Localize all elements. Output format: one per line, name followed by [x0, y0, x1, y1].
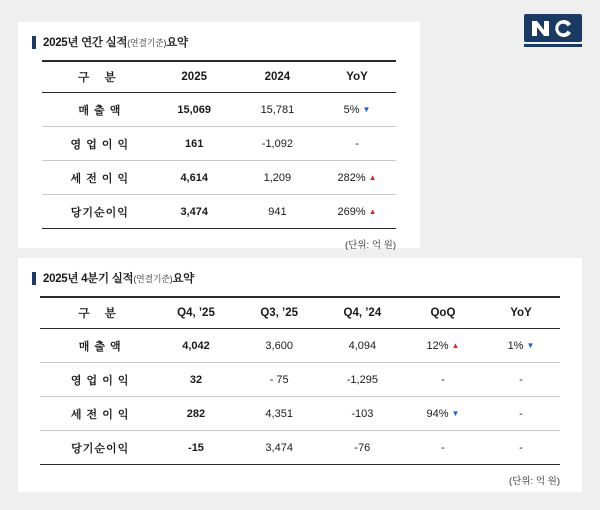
- annual-row-0-2024: 15,781: [237, 93, 318, 127]
- annual-row-2-yoy-value: 282%: [337, 171, 366, 184]
- quarterly-row-3-yoy: -: [482, 431, 560, 465]
- quarterly-row-0-qoq: [404, 329, 482, 363]
- quarterly-card-title: [18, 258, 582, 286]
- quarterly-col-q325: Q3, ’25: [238, 297, 321, 329]
- quarterly-row-2-q424: -103: [321, 397, 404, 431]
- quarterly-row-1-q325: - 75: [238, 363, 321, 397]
- annual-row-1-yoy: -: [318, 127, 396, 161]
- annual-row-2-2024: 1,209: [237, 161, 318, 195]
- arrow-down-icon: ▼: [362, 104, 371, 114]
- annual-row-2-2025: 4,614: [152, 161, 237, 195]
- quarterly-row-label-2: 세 전 이 익: [40, 397, 154, 431]
- table-row: [42, 195, 396, 229]
- table-row: [40, 397, 560, 431]
- quarterly-row-label-1: 영 업 이 익: [40, 363, 154, 397]
- table-row: [40, 431, 560, 465]
- quarterly-row-1-yoy: -: [482, 363, 560, 397]
- nc-logo: [524, 14, 582, 50]
- quarterly-row-label-0: 매 출 액: [40, 329, 154, 363]
- quarterly-row-2-qoq: [404, 397, 482, 431]
- arrow-down-icon: ▼: [451, 408, 460, 418]
- arrow-up-icon: ▲: [368, 206, 377, 216]
- quarterly-row-3-q424: -76: [321, 431, 404, 465]
- arrow-up-icon: ▲: [368, 172, 377, 182]
- quarterly-summary-card: [18, 258, 582, 492]
- quarterly-col-q425: Q4, ’25: [154, 297, 237, 329]
- quarterly-col-yoy: YoY: [482, 297, 560, 329]
- quarterly-row-3-q325: 3,474: [238, 431, 321, 465]
- quarterly-row-label-3: 당기순이익: [40, 431, 154, 465]
- annual-col-division: 구 분: [42, 61, 152, 93]
- title-accent-bar: [32, 272, 36, 285]
- annual-table-header-row: [42, 61, 396, 93]
- annual-row-1-2024: -1,092: [237, 127, 318, 161]
- table-row: [42, 93, 396, 127]
- annual-unit-note: (단위: 억 원): [345, 240, 396, 251]
- quarterly-col-qoq: QoQ: [404, 297, 482, 329]
- quarterly-col-division: 구 분: [40, 297, 154, 329]
- quarterly-row-3-q425: -15: [154, 431, 237, 465]
- annual-title-sub: (연결기준): [127, 37, 167, 48]
- quarterly-row-0-yoy-value: 1%: [507, 339, 524, 352]
- arrow-up-icon: ▲: [451, 340, 460, 350]
- quarterly-title-tail: 요약: [172, 273, 194, 285]
- quarterly-row-0-q325: 3,600: [238, 329, 321, 363]
- annual-col-2024: 2024: [237, 61, 318, 93]
- quarterly-row-1-qoq: -: [404, 363, 482, 397]
- quarterly-row-2-qoq-value: 94%: [426, 407, 449, 420]
- annual-row-2-yoy: [318, 161, 396, 195]
- annual-row-3-yoy: [318, 195, 396, 229]
- annual-row-label-3: 당기순이익: [42, 195, 152, 229]
- quarterly-row-0-qoq-value: 12%: [426, 339, 449, 352]
- quarterly-row-2-q425: 282: [154, 397, 237, 431]
- quarterly-row-1-q425: 32: [154, 363, 237, 397]
- table-row: [42, 127, 396, 161]
- quarterly-table: [40, 296, 560, 465]
- annual-summary-card: [18, 22, 420, 251]
- quarterly-row-2-yoy: -: [482, 397, 560, 431]
- quarterly-row-0-q425: 4,042: [154, 329, 237, 363]
- annual-row-3-2025: 3,474: [152, 195, 237, 229]
- annual-title-tail: 요약: [166, 37, 188, 49]
- table-row: [40, 329, 560, 363]
- quarterly-row-3-qoq: -: [404, 431, 482, 465]
- table-row: [42, 161, 396, 195]
- annual-col-yoy: YoY: [318, 61, 396, 93]
- annual-row-label-0: 매 출 액: [42, 93, 152, 127]
- arrow-down-icon: ▼: [526, 340, 535, 350]
- annual-row-label-2: 세 전 이 익: [42, 161, 152, 195]
- annual-col-2025: 2025: [152, 61, 237, 93]
- annual-row-0-yoy: [318, 93, 396, 127]
- annual-row-3-yoy-value: 269%: [337, 205, 366, 218]
- title-accent-bar: [32, 36, 36, 49]
- annual-row-label-1: 영 업 이 익: [42, 127, 152, 161]
- annual-table: [42, 60, 396, 229]
- quarterly-row-1-q424: -1,295: [321, 363, 404, 397]
- quarterly-row-0-yoy: [482, 329, 560, 363]
- quarterly-title-main: 2025년 4분기 실적: [43, 273, 134, 285]
- quarterly-unit-note: (단위: 억 원): [509, 476, 560, 487]
- quarterly-col-q424: Q4, ’24: [321, 297, 404, 329]
- annual-row-3-2024: 941: [237, 195, 318, 229]
- annual-row-0-2025: 15,069: [152, 93, 237, 127]
- annual-row-1-2025: 161: [152, 127, 237, 161]
- quarterly-row-0-q424: 4,094: [321, 329, 404, 363]
- annual-title-main: 2025년 연간 실적: [43, 37, 128, 49]
- quarterly-table-header-row: [40, 297, 560, 329]
- annual-row-0-yoy-value: 5%: [343, 103, 360, 116]
- quarterly-row-2-q325: 4,351: [238, 397, 321, 431]
- quarterly-title-sub: (연결기준): [133, 273, 173, 284]
- table-row: [40, 363, 560, 397]
- annual-card-title: [18, 22, 420, 50]
